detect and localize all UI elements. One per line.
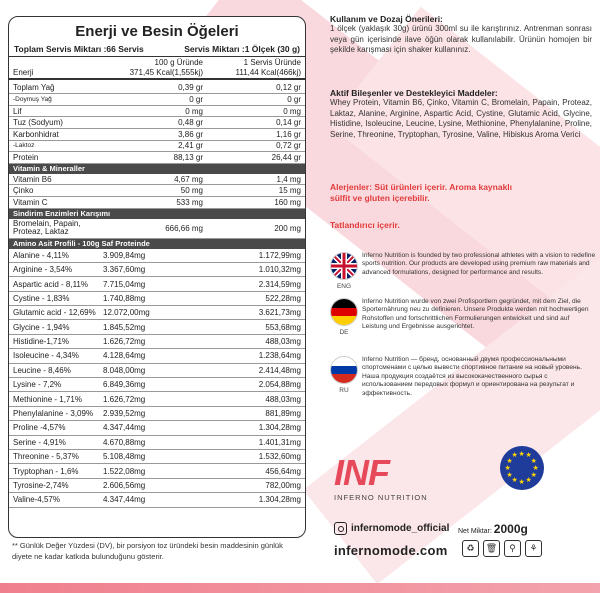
recycle-icon: ♻ bbox=[462, 540, 479, 557]
serving-info bbox=[9, 44, 305, 57]
table-row: Vitamin C 533 mg 160 mg bbox=[9, 197, 305, 209]
footnote: ** Günlük Değer Yüzdesi (DV), bir porsiyon toz üründeki besin maddesinin günlük diyete ne kadar katkıda bulunduğunu gösterir. bbox=[12, 541, 283, 561]
nutrition-panel bbox=[8, 16, 306, 538]
table-row: Arginine - 3,54% 3.367,60mg 1.010,32mg bbox=[9, 263, 305, 277]
energy-row: Enerji 371,45 Kcal(1,555kj) 111,44 Kcal(466kj) bbox=[9, 68, 305, 80]
tidyman-icon: ⚘ bbox=[525, 540, 542, 557]
table-row: Karbonhidrat 3,86 gr 1,16 gr bbox=[9, 129, 305, 141]
ingredients-title: Aktif Bileşenler ve Destekleyici Maddeler: bbox=[330, 88, 498, 98]
uk-flag-icon bbox=[330, 252, 358, 280]
ingredients-text: Whey Protein, Vitamin B6, Çinko, Vitamin C, Bromelain, Papain, Proteaz, Laktaz, Alanine, Arginine, Aspartic Acid, Cystine, Glutamic Acid, Glycine, Histidine, Isoleucine, Leucine, Lysine, Methionine, Phenylalanine, Proline, Serine, Threonine, Tryptophan, Tyrosine, Valine, Hibiskus Aroma Verici bbox=[330, 98, 592, 139]
net-weight: Net Miktar: 2000g bbox=[458, 522, 528, 536]
eu-star-icon: ★ bbox=[525, 452, 532, 460]
sweetener-note: Tatlandırıcı içerir. bbox=[330, 220, 400, 230]
eu-star-icon: ★ bbox=[518, 450, 525, 458]
eu-star-icon: ★ bbox=[506, 471, 513, 479]
lang-block-de: DE Inferno Nutrition wurde von zwei Profisportlern gegründet, mit dem Ziel, die Sporternährung neu zu definieren. Unsere Produkte werden mit hochwertigen Rohstoffen und fortschrittlichen Formulierungen entwickelt und sind auf Leistung und Ergebnisse ausgerichtet. bbox=[326, 298, 596, 336]
eu-star-icon: ★ bbox=[530, 471, 537, 479]
col-serving: 1 Servis Üründe bbox=[243, 58, 301, 67]
bottom-accent-bar bbox=[0, 583, 600, 593]
table-row: Protein 88,13 gr 26,44 gr bbox=[9, 152, 305, 164]
allergen-warning: Alerjenler: Süt ürünleri içerir. Aroma kaynaklı sülfit ve gluten içerebilir. bbox=[330, 182, 513, 203]
vitamins-header: Vitamin & Mineraller bbox=[9, 164, 305, 174]
table-row: Histidine-1,71% 1.626,72mg 488,03mg bbox=[9, 335, 305, 349]
eu-star-icon: ★ bbox=[511, 476, 518, 484]
table-row: Proline -4,57% 4.347,44mg 1.304,28mg bbox=[9, 421, 305, 435]
table-row: Glycine - 1,94% 1.845,52mg 553,68mg bbox=[9, 320, 305, 334]
total-servings: Toplam Servis Miktarı :66 Servis bbox=[14, 44, 144, 54]
brand-logo: INF INFERNO NUTRITION bbox=[334, 452, 428, 502]
table-row: Çinko 50 mg 15 mg bbox=[9, 185, 305, 197]
table-row: Alanine - 4,11% 3.909,84mg 1.172,99mg bbox=[9, 249, 305, 263]
disposal-icons bbox=[462, 540, 542, 557]
table-row: Glutamic acid - 12,69% 12.072,00mg 3.621,73mg bbox=[9, 306, 305, 320]
col-100g: 100 g Üründe bbox=[154, 58, 203, 67]
table-row: Tuz (Sodyum) 0,48 gr 0,14 gr bbox=[9, 117, 305, 129]
table-row: Leucine - 8,46% 8.048,00mg 2.414,48mg bbox=[9, 364, 305, 378]
column-header bbox=[9, 57, 305, 68]
table-row: Toplam Yağ 0,39 gr 0,12 gr bbox=[9, 83, 305, 95]
usage-text: 1 ölçek (yaklaşık 30g) ürünü 300ml su ile karıştırınız. Antrenman sonrası veya gün içerisinde ilave öğün olarak kullanılabilir. Ürünün homojen bir şekilde karışması için shaker kullanınız. bbox=[330, 24, 592, 54]
lang-block-eng: ENG Inferno Nutrition is founded by two professional athletes with a vision to redefine sports nutrition. Our products are developed using premium raw materials and advanced formulations, designed for performance and results. bbox=[326, 252, 596, 290]
cup-fork-icon: ⚲ bbox=[504, 540, 521, 557]
eu-star-icon: ★ bbox=[506, 457, 513, 465]
macro-rows bbox=[9, 83, 305, 164]
amino-acid-list bbox=[9, 249, 305, 508]
table-row: Tryptophan - 1,6% 1.522,08mg 456,64mg bbox=[9, 464, 305, 478]
table-row: Aspartic acid - 8,11% 7.715,04mg 2.314,59mg bbox=[9, 277, 305, 291]
instagram-icon bbox=[334, 522, 347, 535]
lang-text-eng: Inferno Nutrition is founded by two professional athletes with a vision to redefine sports nutrition. Our products are developed using premium raw materials and advanced formulations, designed for performance and results. bbox=[362, 252, 596, 276]
table-row: Serine - 4,91% 4.670,88mg 1.401,31mg bbox=[9, 436, 305, 450]
table-row: Cystine - 1,83% 1.740,88mg 522,28mg bbox=[9, 292, 305, 306]
website-link[interactable]: infernomode.com bbox=[334, 543, 448, 558]
usage-section bbox=[330, 14, 592, 56]
instagram-handle[interactable]: infernomode_official bbox=[334, 522, 449, 535]
table-row: Tyrosine-2,74% 2.606,56mg 782,00mg bbox=[9, 479, 305, 493]
table-row: Valine-4,57% 4.347,44mg 1.304,28mg bbox=[9, 493, 305, 507]
eu-star-icon: ★ bbox=[530, 457, 537, 465]
lang-text-ru: Inferno Nutrition — бренд, основанный двумя профессиональными спортсменами с целью вывести спортивное питание на новый уровень. Наша продукция создаётся из высококачественного сырья с использованием передовых формул и ориентирована на результат и эффективность. bbox=[362, 356, 582, 397]
table-row: -Doymuş Yağ 0 gr 0 gr bbox=[9, 94, 305, 106]
eu-star-icon: ★ bbox=[525, 476, 532, 484]
serving-size: Servis Miktarı :1 Ölçek (30 g) bbox=[184, 44, 300, 54]
ingredients-section bbox=[330, 88, 592, 140]
eu-star-icon: ★ bbox=[532, 464, 539, 472]
table-row: Threonine - 5,37% 5.108,48mg 1.532,60mg bbox=[9, 450, 305, 464]
table-row: Methionine - 1,71% 1.626,72mg 488,03mg bbox=[9, 392, 305, 406]
eu-star-icon: ★ bbox=[504, 464, 511, 472]
eu-flag-icon bbox=[500, 446, 544, 490]
table-row: Isoleucine - 4,34% 4.128,64mg 1.238,64mg bbox=[9, 349, 305, 363]
germany-flag-icon bbox=[330, 298, 358, 326]
eu-star-icon: ★ bbox=[511, 452, 518, 460]
eu-star-icon: ★ bbox=[518, 478, 525, 486]
usage-title: Kullanım ve Dozaj Önerileri: bbox=[330, 14, 443, 24]
enzyme-row: Bromelain, Papain, Proteaz, Laktaz 666,66 mg 200 mg bbox=[9, 219, 305, 239]
table-row: Vitamin B6 4,67 mg 1,4 mg bbox=[9, 174, 305, 186]
nutrition-title: Enerji ve Besin Öğeleri bbox=[75, 23, 239, 40]
russia-flag-icon bbox=[330, 356, 358, 384]
lang-block-ru: RU Inferno Nutrition — бренд, основанный двумя профессиональными спортсменами с целью вывести спортивное питание на новый уровень. Наша продукция создаётся из высококачественного сырья с использованием передовых формул и ориентирована на результат и эффективность. bbox=[326, 356, 596, 398]
enzymes-header: Sindirim Enzimleri Karışımı bbox=[9, 209, 305, 219]
table-row: -Laktoz 2,41 gr 0,72 gr bbox=[9, 141, 305, 153]
table-row: Lif 0 mg 0 mg bbox=[9, 106, 305, 118]
lang-text-de: Inferno Nutrition wurde von zwei Profisportlern gegründet, mit dem Ziel, die Sporternährung neu zu definieren. Unsere Produkte werden mit hochwertigen Rohstoffen und fortschrittlichen Formulierungen entwickelt und sind auf Leistung und Ergebnisse ausgerichtet. bbox=[362, 298, 589, 331]
amino-header: Amino Asit Profili - 100g Saf Proteinde bbox=[9, 239, 305, 249]
table-row: Lysine - 7,2% 6.849,36mg 2.054,88mg bbox=[9, 378, 305, 392]
trash-bin-icon: 🗑 bbox=[483, 540, 500, 557]
table-row: Phenylalanine - 3,09% 2.939,52mg 881,89mg bbox=[9, 407, 305, 421]
